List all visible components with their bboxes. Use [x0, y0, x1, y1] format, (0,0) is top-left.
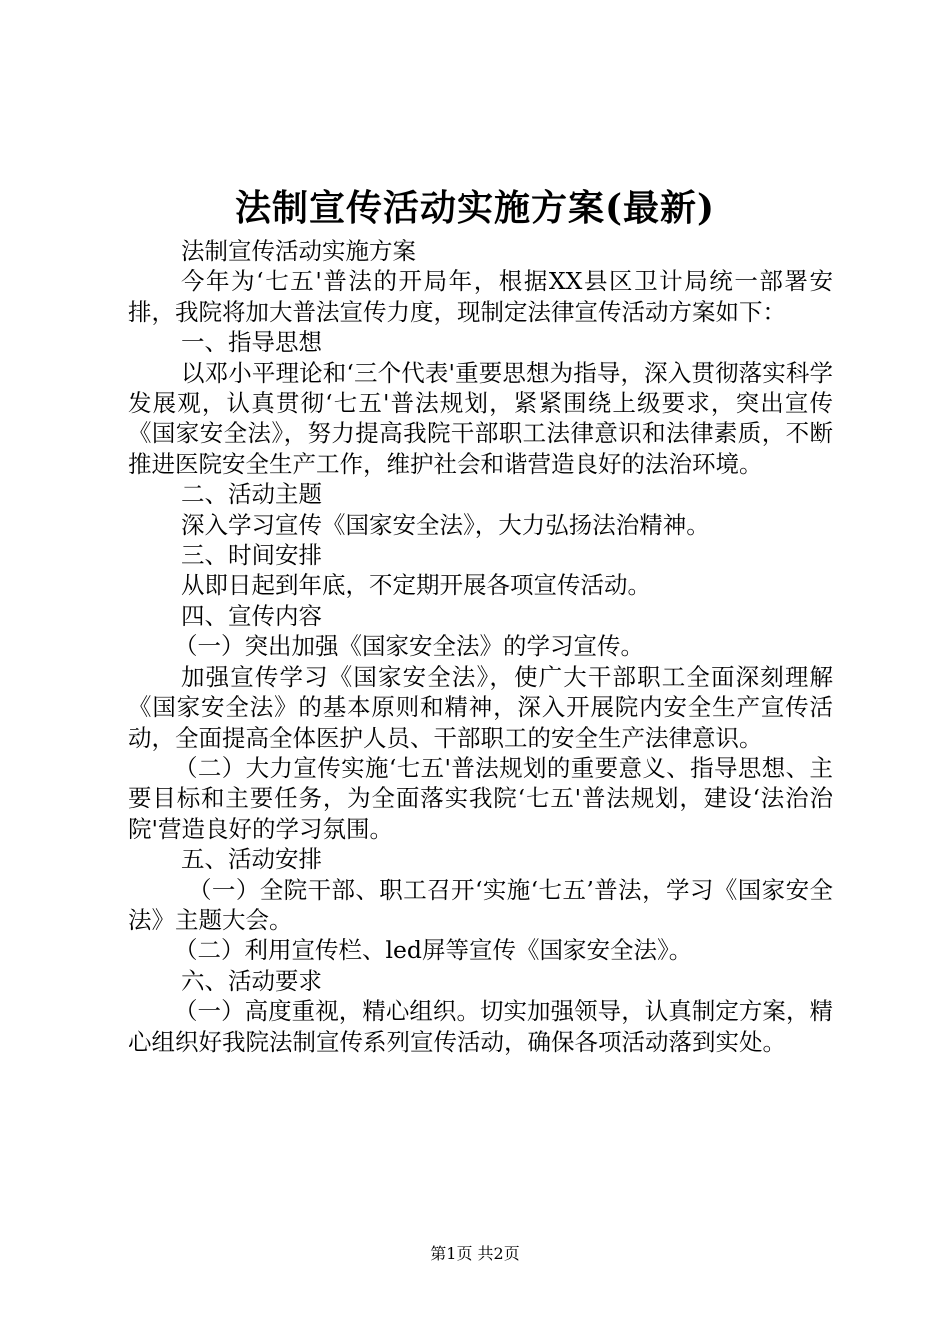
paragraph-content-1: （一）突出加强《国家安全法》的学习宣传。: [174, 632, 644, 661]
page-footer: 第1页 共2页: [430, 1244, 520, 1263]
paragraph-arrangement-1: （一）全院干部、职工召开‘实施‘七五’普法，学习《国家安全法》主题大会。: [128, 875, 833, 934]
section-heading-6: 六、活动要求: [181, 966, 322, 995]
document-body: [128, 236, 833, 1057]
paragraph-content-1-detail: 加强宣传学习《国家安全法》，使广大干部职工全面深刻理解《国家安全法》的基本原则和精神，深入开展院内安全生产宣传活动，全面提高全体医护人员、干部职工的安全生产法律意识。: [128, 662, 833, 752]
paragraph-content-2: （二）大力宣传实施‘七五'普法规划的重要意义、指导思想、主要目标和主要任务，为全面落实我院‘七五'普法规划，建设‘法治治院'营造良好的学习氛围。: [128, 753, 833, 843]
section-heading-4: 四、宣传内容: [181, 601, 322, 630]
paragraph-schedule: 从即日起到年底，不定期开展各项宣传活动。: [181, 571, 651, 600]
section-heading-2: 二、活动主题: [181, 480, 322, 509]
paragraph-requirement-1: （一）高度重视，精心组织。切实加强领导，认真制定方案，精心组织好我院法制宣传系列宣传活动，确保各项活动落到实处。: [128, 997, 833, 1056]
paragraph-subtitle: 法制宣传活动实施方案: [181, 237, 416, 265]
paragraph-theme: 深入学习宣传《国家安全法》，大力弘扬法治精神。: [181, 510, 710, 539]
section-heading-3: 三、时间安排: [181, 541, 322, 570]
paragraph-intro: 今年为‘七五'普法的开局年，根据XX县区卫计局统一部署安排，我院将加大普法宣传力度，现制定法律宣传活动方案如下：: [128, 267, 833, 326]
section-heading-1: 一、指导思想: [181, 328, 322, 357]
paragraph-arrangement-2: （二）利用宣传栏、led屏等宣传《国家安全法》。: [174, 936, 693, 965]
paragraph-guiding-thought: 以邓小平理论和‘三个代表'重要思想为指导，深入贯彻落实科学发展观，认真贯彻‘七五'普法规划，紧紧围绕上级要求，突出宣传《国家安全法》，努力提高我院干部职工法律意识和法律素质，不断推进医院安全生产工作，维护社会和谐营造良好的法治环境。: [128, 358, 833, 478]
document-title: 法制宣传活动实施方案(最新): [234, 187, 716, 229]
section-heading-5: 五、活动安排: [181, 845, 322, 874]
